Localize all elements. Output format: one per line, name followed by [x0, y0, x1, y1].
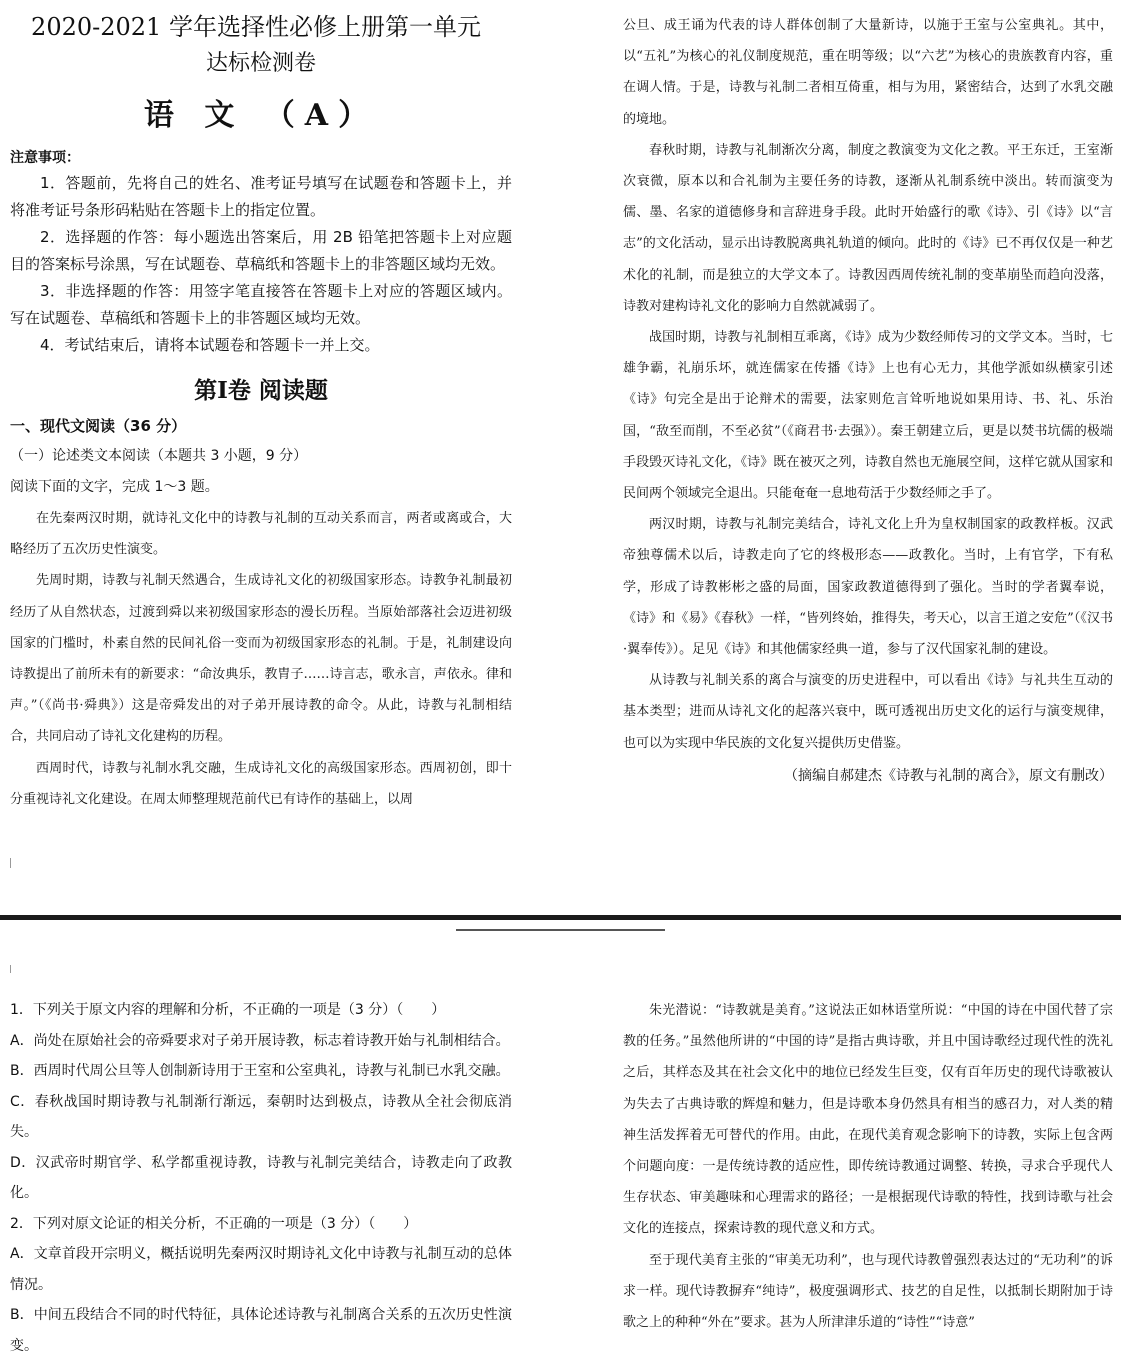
part-heading: 一、现代文阅读（36 分）: [10, 417, 187, 435]
exam-page-2: [0, 945, 1121, 1356]
passage-paragraph: 至于现代美育主张的“审美无功利”，也与现代诗教曾强烈表达过的“无功利”的诉求一样。现代诗教摒弃“纯诗”，极度强调形式、技艺的自足性，以抵制长期附加于诗歌之上的种种“外在”要求。甚为人所津津乐道的“诗性”“诗意”: [623, 1252, 1113, 1331]
sub-heading: （一）论述类文本阅读（本题共 3 小题，9 分）: [10, 448, 308, 464]
page2-right-column: [623, 995, 1113, 1338]
page2-left-column: [10, 995, 512, 1356]
page-break-line: [456, 929, 665, 931]
note-item: 4．考试结束后，请将本试题卷和答题卡一并上交。: [40, 336, 380, 354]
question-option: C．春秋战国时期诗教与礼制渐行渐远，秦朝时达到极点，诗教从全社会彻底消失。: [10, 1093, 512, 1140]
margin-mark: [10, 858, 11, 868]
passage-paragraph: 西周时代，诗教与礼制水乳交融，生成诗礼文化的高级国家形态。西周初创，即十分重视诗礼文化建设。在周太师整理规范前代已有诗作的基础上，以周: [10, 760, 512, 807]
question-option: B．西周时代周公旦等人创制新诗用于王室和公室典礼，诗教与礼制已水乳交融。: [10, 1063, 510, 1079]
passage-paragraph: 战国时期，诗教与礼制相互乖离，《诗》成为少数经师传习的文学文本。当时，七雄争霸，礼崩乐坏，就连儒家在传播《诗》上也有心无力，其他学派如纵横家引述《诗》句完全是出于论辩术的需要，法家则危言耸听地说如果用诗、书、礼、乐治国，“敌至而削，不至必贫”（《商君书·去强》）。秦王朝建立后，更是以焚书坑儒的极端手段毁灭诗礼文化，《诗》既在被灭之列，诗教自然也无施展空间，这样它就从国家和民间两个领域完全退出。只能奄奄一息地苟活于少数经师之手了。: [623, 330, 1113, 502]
notes-heading: 注意事项：: [10, 150, 80, 166]
margin-mark: [10, 965, 11, 973]
question-1: 1．下列关于原文内容的理解和分析，不正确的一项是（3 分）（ ）: [10, 1002, 446, 1018]
source-citation: （摘编自郝建杰《诗教与礼制的离合》，原文有删改）: [784, 767, 1113, 784]
note-item: 2．选择题的作答：每小题选出答案后，用 2B 铅笔把答题卡上对应题目的答案标号涂黑，写在试题卷、草稿纸和答题卡上的非答题区域均无效。: [10, 228, 512, 273]
passage-paragraph: 朱光潜说：“诗教就是美育。”这说法正如林语堂所说：“中国的诗在中国代替了宗教的任务。”虽然他所讲的“中国的诗”是指古典诗歌，并且中国诗歌经过现代性的洗礼之后，其样态及其在社会文化中的地位已经发生巨变，仅有百年历史的现代诗歌被认为失去了古典诗歌的辉煌和魅力，但是诗歌本身仍然具有相当的感召力，对人类的精神生活发挥着无可替代的作用。由此，在现代美育观念影响下的诗教，实际上包含两个问题向度：一是传统诗教的适应性，即传统诗教通过调整、转换，寻求合乎现代人生存状态、审美趣味和心理需求的路径；一是根据现代诗歌的特性，找到诗歌与社会文化的连接点，探索诗教的现代意义和方式。: [623, 1003, 1113, 1237]
exam-title-line1: 2020-2021 学年选择性必修上册第一单元: [31, 13, 481, 41]
passage-paragraph: 春秋时期，诗教与礼制渐次分离，制度之教演变为文化之教。平王东迁，王室渐次衰微，原本以和合礼制为主要任务的诗教，逐渐从礼制系统中淡出。转而演变为儒、墨、名家的道德修身和言辞进身手段。此时开始盛行的歌《诗》、引《诗》以“言志”的文化活动，显示出诗教脱离典礼轨道的倾向。此时的《诗》已不再仅仅是一种艺术化的礼制，而是独立的大学文本了。诗教因西周传统礼制的变革崩坠而趋向没落，诗教对建构诗礼文化的影响力自然就减弱了。: [623, 142, 1113, 314]
question-option: B．中间五段结合不同的时代特征，具体论述诗教与礼制离合关系的五次历史性演变。: [10, 1307, 512, 1354]
note-item: 1．答题前，先将自己的姓名、准考证号填写在试题卷和答题卡上，并将准考证号条形码粘贴在答题卡上的指定位置。: [10, 174, 512, 219]
section-title: 第Ⅰ卷 阅读题: [194, 377, 328, 404]
passage-paragraph: 从诗教与礼制关系的离合与演变的历史进程中，可以看出《诗》与礼共生互动的基本类型；进而从诗礼文化的起落兴衰中，既可透视出历史文化的运行与演变规律，也可以为实现中华民族的文化复兴提供历史借鉴。: [623, 673, 1113, 751]
passage-paragraph: 先周时期，诗教与礼制天然遇合，生成诗礼文化的初级国家形态。诗教争礼制最初经历了从自然状态，过渡到舜以来初级国家形态的漫长历程。当原始部落社会迈进初级国家的门槛时，朴素自然的民间礼俗一变而为初级国家形态的礼制。于是，礼制建设向诗教提出了前所未有的新要求：“命汝典乐，教胄子……诗言志，歌永言，声依永。律和声。”（《尚书·舜典》）这是帝舜发出的对子弟开展诗教的命令。从此，诗教与礼制相结合，共同启动了诗礼文化建构的历程。: [10, 573, 512, 745]
passage-paragraph: 在先秦两汉时期，就诗礼文化中的诗教与礼制的互动关系而言，两者或离或合，大略经历了五次历史性演变。: [10, 511, 512, 558]
question-2: 2．下列对原文论证的相关分析，不正确的一项是（3 分）（ ）: [10, 1215, 418, 1232]
note-item: 3．非选择题的作答：用签字笔直接答在答题卡上对应的答题区域内。写在试题卷、草稿纸和答题卡上的非答题区域均无效。: [10, 282, 512, 327]
page-break-bar: [0, 915, 1121, 920]
passage-paragraph: 公旦、成王诵为代表的诗人群体创制了大量新诗，以施于王室与公室典礼。其中，以“五礼”为核心的礼仪制度规范，重在明等级；以“六艺”为核心的贵族教育内容，重在调人情。于是，诗教与礼制二者相互倚重，相与为用，紧密结合，达到了水乳交融的境地。: [623, 18, 1113, 127]
exam-title-line2: 达标检测卷: [205, 51, 316, 76]
passage-paragraph: 两汉时期，诗教与礼制完美结合，诗礼文化上升为皇权制国家的政教样板。汉武帝独尊儒术以后，诗教走向了它的终极形态——政教化。当时，上有官学，下有私学，形成了诗教彬彬之盛的局面，国家政教道德得到了强化。当时的学者翼奉说，《诗》和《易》《春秋》一样，“皆列终始，推得失，考天心，以言王道之安危”（《汉书·翼奉传》）。足见《诗》和其他儒家经典一道，参与了汉代国家礼制的建设。: [623, 517, 1113, 658]
question-option: A．尚处在原始社会的帝舜要求对子弟开展诗教，标志着诗教开始与礼制相结合。: [10, 1032, 510, 1049]
question-option: A．文章首段开宗明义，概括说明先秦两汉时期诗礼文化中诗教与礼制互动的总体情况。: [10, 1246, 512, 1293]
page1-left-column: [10, 10, 512, 815]
subject-title: 语 文 （A）: [143, 98, 379, 133]
page1-right-column: [623, 10, 1113, 792]
reading-instruction: 阅读下面的文字，完成 1～3 题。: [10, 479, 219, 495]
question-option: D．汉武帝时期官学、私学都重视诗教，诗教与礼制完美结合，诗教走向了政教化。: [10, 1154, 512, 1201]
